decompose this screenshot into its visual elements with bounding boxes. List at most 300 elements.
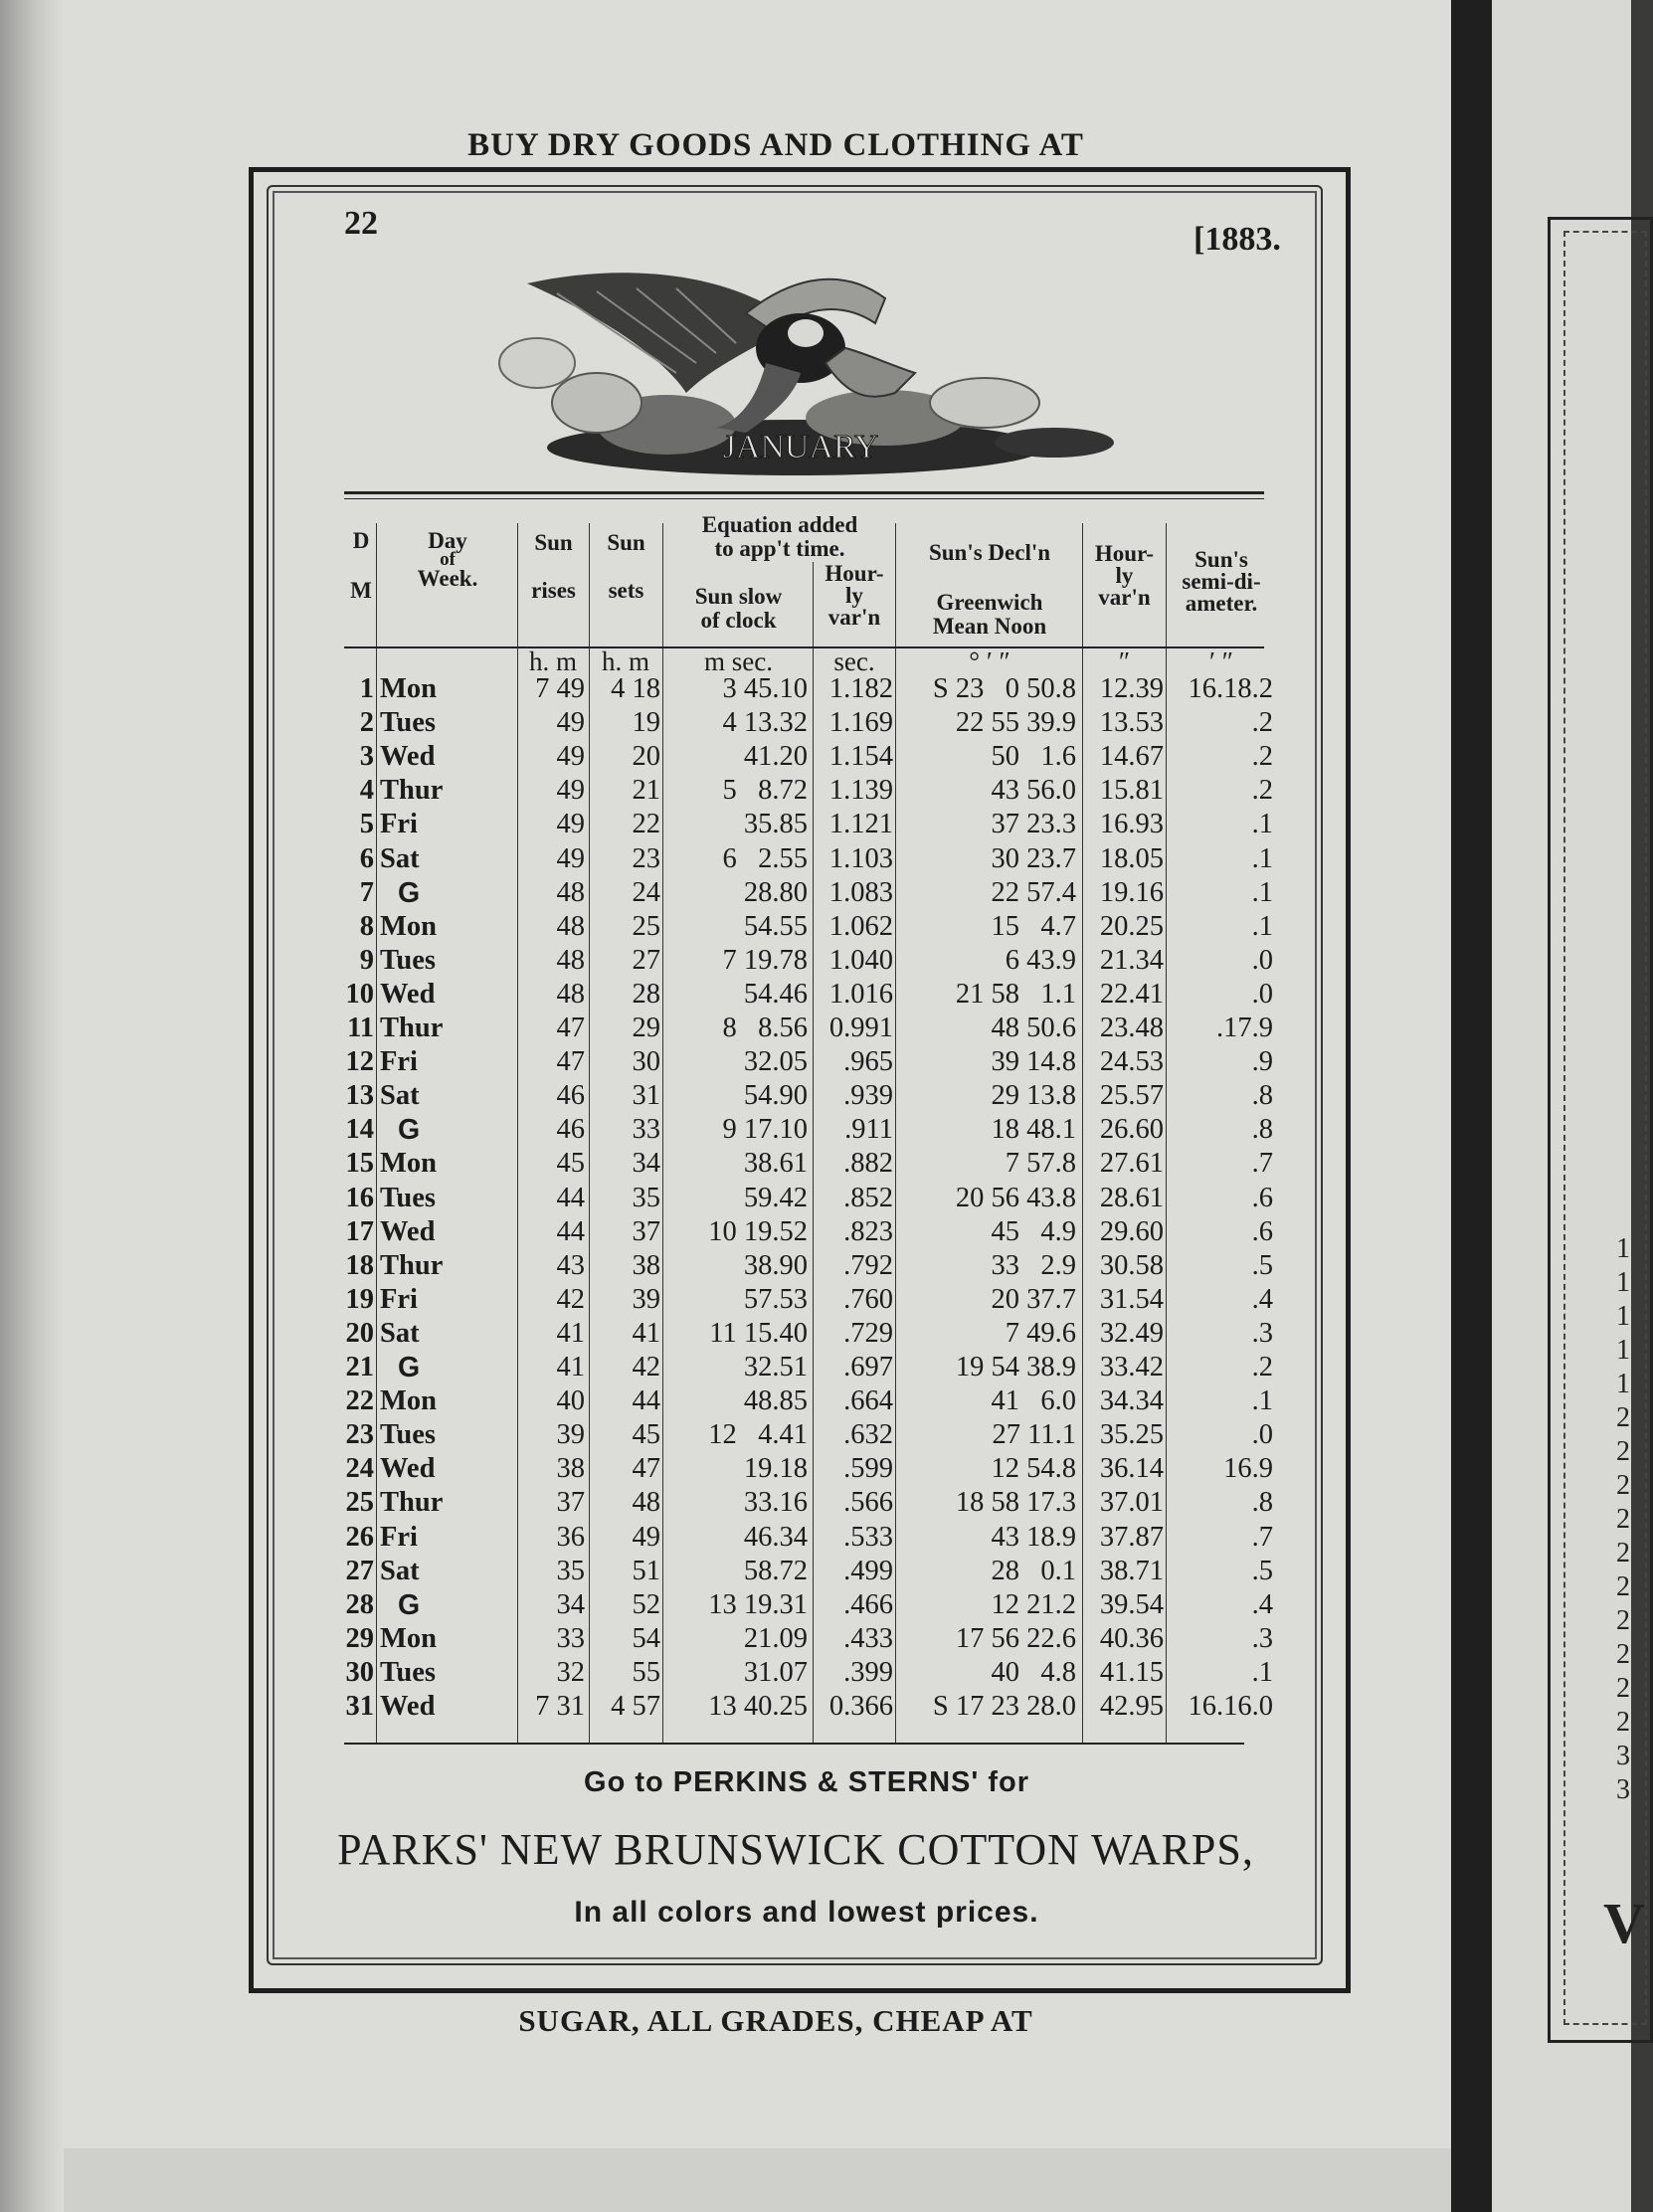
cell-day: Fri xyxy=(380,1046,418,1078)
cell-decl: 18 48.1 xyxy=(991,1114,1076,1146)
cell-semi: 16.9 xyxy=(1223,1453,1273,1485)
table-row xyxy=(0,978,1631,1012)
cell-var2: 37.01 xyxy=(1099,1487,1164,1519)
cell-day: G xyxy=(398,1114,421,1147)
table-row xyxy=(0,1079,1631,1113)
cell-var2: 16.93 xyxy=(1099,809,1164,840)
cell-day: Mon xyxy=(380,1148,437,1180)
cell-var: .533 xyxy=(843,1521,893,1553)
cell-day: Mon xyxy=(380,673,437,704)
cell-rise: 49 xyxy=(556,707,585,739)
cell-d: 26 xyxy=(345,1521,374,1553)
cell-d: 6 xyxy=(359,842,374,874)
cell-set: 30 xyxy=(632,1046,660,1078)
cell-set: 24 xyxy=(632,876,660,908)
cell-set: 19 xyxy=(632,707,660,739)
header-sun-rises: Sun rises xyxy=(531,530,576,603)
facing-page-number: 1 xyxy=(1616,1267,1630,1298)
table-row xyxy=(0,1317,1631,1351)
cell-semi: .4 xyxy=(1251,1588,1273,1620)
cell-rise: 44 xyxy=(556,1215,585,1247)
cell-rise: 49 xyxy=(556,775,585,807)
cell-var2: 35.25 xyxy=(1099,1419,1164,1451)
table-row xyxy=(0,774,1631,808)
cell-var2: 42.95 xyxy=(1099,1691,1164,1722)
facing-page-number: 1 xyxy=(1616,1233,1630,1264)
cell-eq: 54.46 xyxy=(743,978,808,1010)
cell-set: 41 xyxy=(632,1317,660,1349)
cell-decl: 22 55 39.9 xyxy=(955,707,1076,739)
cell-rise: 47 xyxy=(556,1013,585,1043)
cell-eq: 59.42 xyxy=(743,1182,808,1213)
cell-set: 45 xyxy=(632,1419,660,1451)
cell-semi: 16.16.0 xyxy=(1188,1691,1273,1722)
advertisement-line-3: In all colors and lowest prices. xyxy=(574,1896,1039,1929)
cell-d: 8 xyxy=(359,910,374,942)
cell-eq: 11 15.40 xyxy=(709,1317,808,1349)
cell-var2: 18.05 xyxy=(1099,842,1164,874)
header-equation: Equation added to app't time. xyxy=(701,512,858,561)
cell-d: 2 xyxy=(359,707,374,739)
cell-decl: 50 1.6 xyxy=(991,741,1076,773)
cell-day: Thur xyxy=(380,1013,444,1043)
page-bottom-margin xyxy=(64,2148,1451,2212)
cell-set: 34 xyxy=(632,1148,660,1180)
cell-eq: 46.34 xyxy=(743,1521,808,1553)
cell-semi: .6 xyxy=(1251,1182,1273,1213)
cell-decl: 7 57.8 xyxy=(1005,1148,1076,1180)
cell-rise: 41 xyxy=(556,1317,585,1349)
facing-page-letter: V xyxy=(1603,1891,1645,1955)
cell-set: 38 xyxy=(632,1249,660,1281)
cell-eq: 3 45.10 xyxy=(722,673,808,704)
cell-decl: 37 23.3 xyxy=(991,809,1076,840)
cell-var: 0.991 xyxy=(828,1013,893,1043)
cell-var2: 31.54 xyxy=(1099,1283,1164,1315)
cell-var2: 24.53 xyxy=(1099,1046,1164,1078)
table-row xyxy=(0,876,1631,910)
cell-var2: 34.34 xyxy=(1099,1385,1164,1417)
cell-var: .697 xyxy=(843,1352,893,1382)
facing-page-number: 1 xyxy=(1616,1301,1630,1332)
cell-rise: 49 xyxy=(556,809,585,840)
header-d: D xyxy=(352,528,370,553)
cell-set: 39 xyxy=(632,1283,660,1315)
advertisement-line-2: PARKS' NEW BRUNSWICK COTTON WARPS, xyxy=(337,1825,1254,1874)
cell-decl: 39 14.8 xyxy=(991,1046,1076,1078)
cell-rise: 48 xyxy=(556,978,585,1010)
cell-day: Sat xyxy=(380,1317,420,1349)
cell-rise: 42 xyxy=(556,1283,585,1315)
cell-var2: 28.61 xyxy=(1099,1182,1164,1213)
cell-day: Wed xyxy=(380,978,436,1010)
cell-day: Mon xyxy=(380,1622,437,1654)
january-vignette-illustration xyxy=(467,254,1144,482)
cell-decl: 17 56 22.6 xyxy=(955,1622,1076,1654)
cell-decl: 40 4.8 xyxy=(991,1656,1076,1688)
table-top-rule xyxy=(344,491,1264,499)
cell-rise: 46 xyxy=(556,1114,585,1146)
cell-set: 54 xyxy=(632,1622,660,1654)
table-row xyxy=(0,808,1631,841)
table-row xyxy=(0,740,1631,774)
cell-d: 19 xyxy=(345,1283,374,1315)
cell-decl: 43 18.9 xyxy=(991,1521,1076,1553)
table-row xyxy=(0,1249,1631,1283)
cell-var2: 39.54 xyxy=(1099,1588,1164,1620)
table-bottom-rule xyxy=(344,1743,1244,1745)
cell-var: .599 xyxy=(843,1453,893,1485)
table-row xyxy=(0,1012,1631,1045)
cell-decl: 7 49.6 xyxy=(1005,1317,1076,1349)
cell-var: .852 xyxy=(843,1182,893,1213)
cell-eq: 7 19.78 xyxy=(722,944,808,976)
cell-eq: 54.90 xyxy=(743,1080,808,1112)
cell-d: 15 xyxy=(345,1148,374,1180)
advertisement-line-1: Go to PERKINS & STERNS' for xyxy=(584,1766,1029,1798)
cell-semi: .1 xyxy=(1251,809,1273,840)
cell-decl: 20 37.7 xyxy=(991,1283,1076,1315)
unit-hourly-var-1: sec. xyxy=(833,646,875,676)
table-row xyxy=(0,1283,1631,1317)
cell-day: Tues xyxy=(380,1182,436,1213)
cell-var2: 26.60 xyxy=(1099,1114,1164,1146)
cell-semi: .8 xyxy=(1251,1487,1273,1519)
cell-eq: 9 17.10 xyxy=(722,1114,808,1146)
cell-rise: 7 49 xyxy=(535,673,585,704)
cell-semi: .6 xyxy=(1251,1215,1273,1247)
cell-decl: 21 58 1.1 xyxy=(955,978,1076,1010)
cell-set: 55 xyxy=(632,1656,660,1688)
cell-eq: 54.55 xyxy=(743,910,808,942)
facing-page-number: 2 xyxy=(1616,1707,1630,1738)
cell-semi: .5 xyxy=(1251,1249,1273,1281)
page-number: 22 xyxy=(344,205,378,242)
cell-var2: 13.53 xyxy=(1099,707,1164,739)
cell-d: 22 xyxy=(345,1385,374,1417)
cell-d: 1 xyxy=(359,673,374,704)
cell-day: Wed xyxy=(380,1215,436,1247)
cell-eq: 21.09 xyxy=(743,1622,808,1654)
header-m: M xyxy=(350,578,372,603)
cell-decl: 27 11.1 xyxy=(992,1419,1076,1451)
cell-rise: 32 xyxy=(556,1656,585,1688)
facing-page-number: 2 xyxy=(1616,1571,1630,1602)
cell-set: 27 xyxy=(632,944,660,976)
cell-eq: 6 2.55 xyxy=(722,842,808,874)
cell-day: Tues xyxy=(380,707,436,739)
cell-var2: 12.39 xyxy=(1099,673,1164,704)
cell-semi: .0 xyxy=(1251,1419,1273,1451)
cell-d: 17 xyxy=(345,1215,374,1247)
cell-day: G xyxy=(398,1588,421,1621)
cell-semi: .8 xyxy=(1251,1114,1273,1146)
vignette-month-label: JANUARY xyxy=(722,429,879,465)
cell-var2: 41.15 xyxy=(1099,1656,1164,1688)
cell-rise: 39 xyxy=(556,1419,585,1451)
cell-day: Tues xyxy=(380,1419,436,1451)
cell-d: 18 xyxy=(345,1249,374,1281)
cell-semi: .1 xyxy=(1251,842,1273,874)
cell-eq: 28.80 xyxy=(743,876,808,908)
cell-day: Sat xyxy=(380,1555,420,1586)
cell-rise: 48 xyxy=(556,876,585,908)
cell-set: 25 xyxy=(632,910,660,942)
cell-eq: 33.16 xyxy=(743,1487,808,1519)
cell-set: 20 xyxy=(632,741,660,773)
cell-eq: 48.85 xyxy=(743,1385,808,1417)
table-row xyxy=(0,1113,1631,1147)
table-row xyxy=(0,944,1631,978)
cell-day: Wed xyxy=(380,1691,436,1722)
cell-var2: 27.61 xyxy=(1099,1148,1164,1180)
cell-semi: .2 xyxy=(1251,1352,1273,1382)
cell-set: 23 xyxy=(632,842,660,874)
cell-var2: 33.42 xyxy=(1099,1352,1164,1382)
cell-d: 14 xyxy=(345,1114,374,1146)
cell-d: 27 xyxy=(345,1555,374,1586)
cell-rise: 37 xyxy=(556,1487,585,1519)
cell-var: 1.083 xyxy=(828,876,893,908)
cell-d: 4 xyxy=(359,775,374,807)
cell-semi: .2 xyxy=(1251,707,1273,739)
cell-decl: 28 0.1 xyxy=(991,1555,1076,1586)
cell-set: 44 xyxy=(632,1385,660,1417)
table-row xyxy=(0,1045,1631,1079)
header-hourly-var-declination: Hour- ly var'n xyxy=(1094,541,1155,610)
cell-semi: .1 xyxy=(1251,876,1273,908)
cell-eq: 31.07 xyxy=(743,1656,808,1688)
cell-decl: 41 6.0 xyxy=(991,1385,1076,1417)
cell-var2: 19.16 xyxy=(1099,876,1164,908)
cell-day: Sat xyxy=(380,1080,420,1112)
cell-eq: 10 19.52 xyxy=(708,1215,808,1247)
facing-page-number: 2 xyxy=(1616,1436,1630,1467)
header-hourly-var-equation: Hour- ly var'n xyxy=(825,561,884,630)
cell-set: 47 xyxy=(632,1453,660,1485)
table-row xyxy=(0,1690,1631,1724)
table-row xyxy=(0,1622,1631,1656)
cell-var: 1.103 xyxy=(828,842,893,874)
cell-rise: 36 xyxy=(556,1521,585,1553)
cell-rise: 49 xyxy=(556,741,585,773)
cell-set: 33 xyxy=(632,1114,660,1146)
cell-day: Thur xyxy=(380,775,444,807)
cell-decl: S 23 0 50.8 xyxy=(932,673,1076,704)
table-row xyxy=(0,1147,1631,1181)
facing-page-number: 2 xyxy=(1616,1470,1630,1501)
header-sun-sets: Sun sets xyxy=(607,530,645,603)
cell-eq: 19.18 xyxy=(743,1453,808,1485)
cell-set: 49 xyxy=(632,1521,660,1553)
cell-var: .882 xyxy=(843,1148,893,1180)
cell-rise: 35 xyxy=(556,1555,585,1586)
cell-rise: 38 xyxy=(556,1453,585,1485)
cell-var: .632 xyxy=(843,1419,893,1451)
table-row xyxy=(0,842,1631,876)
cell-d: 9 xyxy=(359,944,374,976)
cell-semi: 16.18.2 xyxy=(1188,673,1273,704)
cell-decl: 12 21.2 xyxy=(991,1588,1076,1620)
cell-set: 48 xyxy=(632,1487,660,1519)
cell-d: 24 xyxy=(345,1453,374,1485)
unit-rises: h. m xyxy=(528,646,577,676)
cell-rise: 40 xyxy=(556,1385,585,1417)
cell-rise: 34 xyxy=(556,1588,585,1620)
cell-decl: 15 4.7 xyxy=(991,910,1076,942)
cell-semi: .7 xyxy=(1251,1521,1273,1553)
cell-semi: .2 xyxy=(1251,775,1273,807)
cell-var: .911 xyxy=(844,1114,893,1146)
facing-page-number: 2 xyxy=(1616,1673,1630,1704)
cell-d: 13 xyxy=(345,1080,374,1112)
cell-d: 23 xyxy=(345,1419,374,1451)
cell-semi: .1 xyxy=(1251,910,1273,942)
cell-rise: 48 xyxy=(556,910,585,942)
cell-day: Mon xyxy=(380,1385,437,1417)
cell-eq: 12 4.41 xyxy=(708,1419,808,1451)
cell-eq: 41.20 xyxy=(743,741,808,773)
cell-d: 28 xyxy=(345,1588,374,1620)
cell-var2: 30.58 xyxy=(1099,1249,1164,1281)
cell-set: 28 xyxy=(632,978,660,1010)
table-row xyxy=(0,1588,1631,1622)
cell-eq: 32.05 xyxy=(743,1046,808,1078)
cell-day: Mon xyxy=(380,910,437,942)
cell-decl: 19 54 38.9 xyxy=(955,1352,1076,1382)
cell-var: 1.040 xyxy=(828,944,893,976)
cell-decl: 6 43.9 xyxy=(1005,944,1076,976)
facing-page-number: 1 xyxy=(1616,1369,1630,1399)
cell-var: .499 xyxy=(843,1555,893,1586)
cell-eq: 32.51 xyxy=(743,1352,808,1382)
cell-decl: S 17 23 28.0 xyxy=(932,1691,1076,1722)
cell-set: 35 xyxy=(632,1182,660,1213)
cell-semi: .2 xyxy=(1251,741,1273,773)
cell-day: Wed xyxy=(380,1453,436,1485)
facing-page-number: 1 xyxy=(1616,1335,1630,1366)
cell-rise: 44 xyxy=(556,1182,585,1213)
cell-set: 51 xyxy=(632,1555,660,1586)
cell-rise: 33 xyxy=(556,1622,585,1654)
cell-semi: .3 xyxy=(1251,1317,1273,1349)
cell-rise: 43 xyxy=(556,1249,585,1281)
cell-var: 1.062 xyxy=(828,910,893,942)
cell-set: 21 xyxy=(632,775,660,807)
cell-eq: 5 8.72 xyxy=(722,775,808,807)
cell-semi: .1 xyxy=(1251,1385,1273,1417)
facing-page-number: 3 xyxy=(1616,1741,1630,1771)
cell-var2: 15.81 xyxy=(1099,775,1164,807)
cell-day: Fri xyxy=(380,1283,418,1315)
table-row xyxy=(0,1555,1631,1588)
cell-d: 10 xyxy=(345,978,374,1010)
cell-eq: 38.61 xyxy=(743,1148,808,1180)
table-row xyxy=(0,1486,1631,1520)
table-row xyxy=(0,672,1631,706)
cell-eq: 38.90 xyxy=(743,1249,808,1281)
year-label: [1883. xyxy=(1194,221,1281,258)
cell-decl: 30 23.7 xyxy=(991,842,1076,874)
cell-d: 11 xyxy=(347,1013,374,1043)
cell-semi: .9 xyxy=(1251,1046,1273,1078)
table-row xyxy=(0,910,1631,944)
cell-var2: 37.87 xyxy=(1099,1521,1164,1553)
cell-set: 42 xyxy=(632,1352,660,1382)
facing-page-number: 3 xyxy=(1616,1774,1630,1805)
table-row xyxy=(0,1418,1631,1452)
cell-var: 1.154 xyxy=(828,741,893,773)
facing-page-number: 2 xyxy=(1616,1402,1630,1433)
cell-var: .729 xyxy=(843,1317,893,1349)
running-head: BUY DRY GOODS AND CLOTHING AT xyxy=(467,127,1084,163)
cell-rise: 46 xyxy=(556,1080,585,1112)
cell-decl: 12 54.8 xyxy=(991,1453,1076,1485)
cell-var: 0.366 xyxy=(828,1691,893,1722)
header-sun-declination: Sun's Decl'n xyxy=(928,540,1051,565)
cell-day: Thur xyxy=(380,1487,444,1519)
table-row xyxy=(0,1452,1631,1486)
cell-var2: 22.41 xyxy=(1099,978,1164,1010)
header-sun-slow: Sun slow of clock xyxy=(694,584,783,633)
header-greenwich-mean-noon: Greenwich Mean Noon xyxy=(932,590,1047,639)
cell-var: .566 xyxy=(843,1487,893,1519)
cell-set: 22 xyxy=(632,809,660,840)
cell-decl: 33 2.9 xyxy=(991,1249,1076,1281)
cell-semi: .5 xyxy=(1251,1555,1273,1586)
cell-eq: 13 19.31 xyxy=(708,1588,808,1620)
cell-d: 31 xyxy=(345,1691,374,1722)
table-row xyxy=(0,1351,1631,1384)
cell-day: Wed xyxy=(380,741,436,773)
facing-page-number: 2 xyxy=(1616,1605,1630,1636)
cell-eq: 58.72 xyxy=(743,1555,808,1586)
cell-set: 4 57 xyxy=(611,1691,660,1722)
cell-var: 1.182 xyxy=(828,673,893,704)
cell-day: Tues xyxy=(380,944,436,976)
cell-semi: .1 xyxy=(1251,1656,1273,1688)
facing-page-number: 2 xyxy=(1616,1639,1630,1670)
table-row xyxy=(0,1182,1631,1215)
unit-equation: m sec. xyxy=(704,646,773,676)
cell-d: 5 xyxy=(359,809,374,840)
cell-var: .792 xyxy=(843,1249,893,1281)
cell-rise: 49 xyxy=(556,842,585,874)
cell-var2: 21.34 xyxy=(1099,944,1164,976)
cell-day: Thur xyxy=(380,1249,444,1281)
cell-decl: 48 50.6 xyxy=(991,1013,1076,1043)
cell-set: 29 xyxy=(632,1013,660,1043)
cell-decl: 18 58 17.3 xyxy=(955,1487,1076,1519)
cell-day: Fri xyxy=(380,1521,418,1553)
table-row xyxy=(0,706,1631,740)
cell-d: 7 xyxy=(359,876,374,908)
table-row xyxy=(0,1656,1631,1690)
cell-decl: 43 56.0 xyxy=(991,775,1076,807)
cell-day: Sat xyxy=(380,842,420,874)
cell-day: Fri xyxy=(380,809,418,840)
cell-var: .433 xyxy=(843,1622,893,1654)
cell-var2: 40.36 xyxy=(1099,1622,1164,1654)
cell-decl: 29 13.8 xyxy=(991,1080,1076,1112)
cell-rise: 7 31 xyxy=(535,1691,585,1722)
unit-semi-diameter: ′ ″ xyxy=(1209,646,1233,676)
cell-rise: 41 xyxy=(556,1352,585,1382)
cell-var: .399 xyxy=(843,1656,893,1688)
cell-d: 3 xyxy=(359,741,374,773)
cell-semi: .8 xyxy=(1251,1080,1273,1112)
table-row xyxy=(0,1215,1631,1249)
